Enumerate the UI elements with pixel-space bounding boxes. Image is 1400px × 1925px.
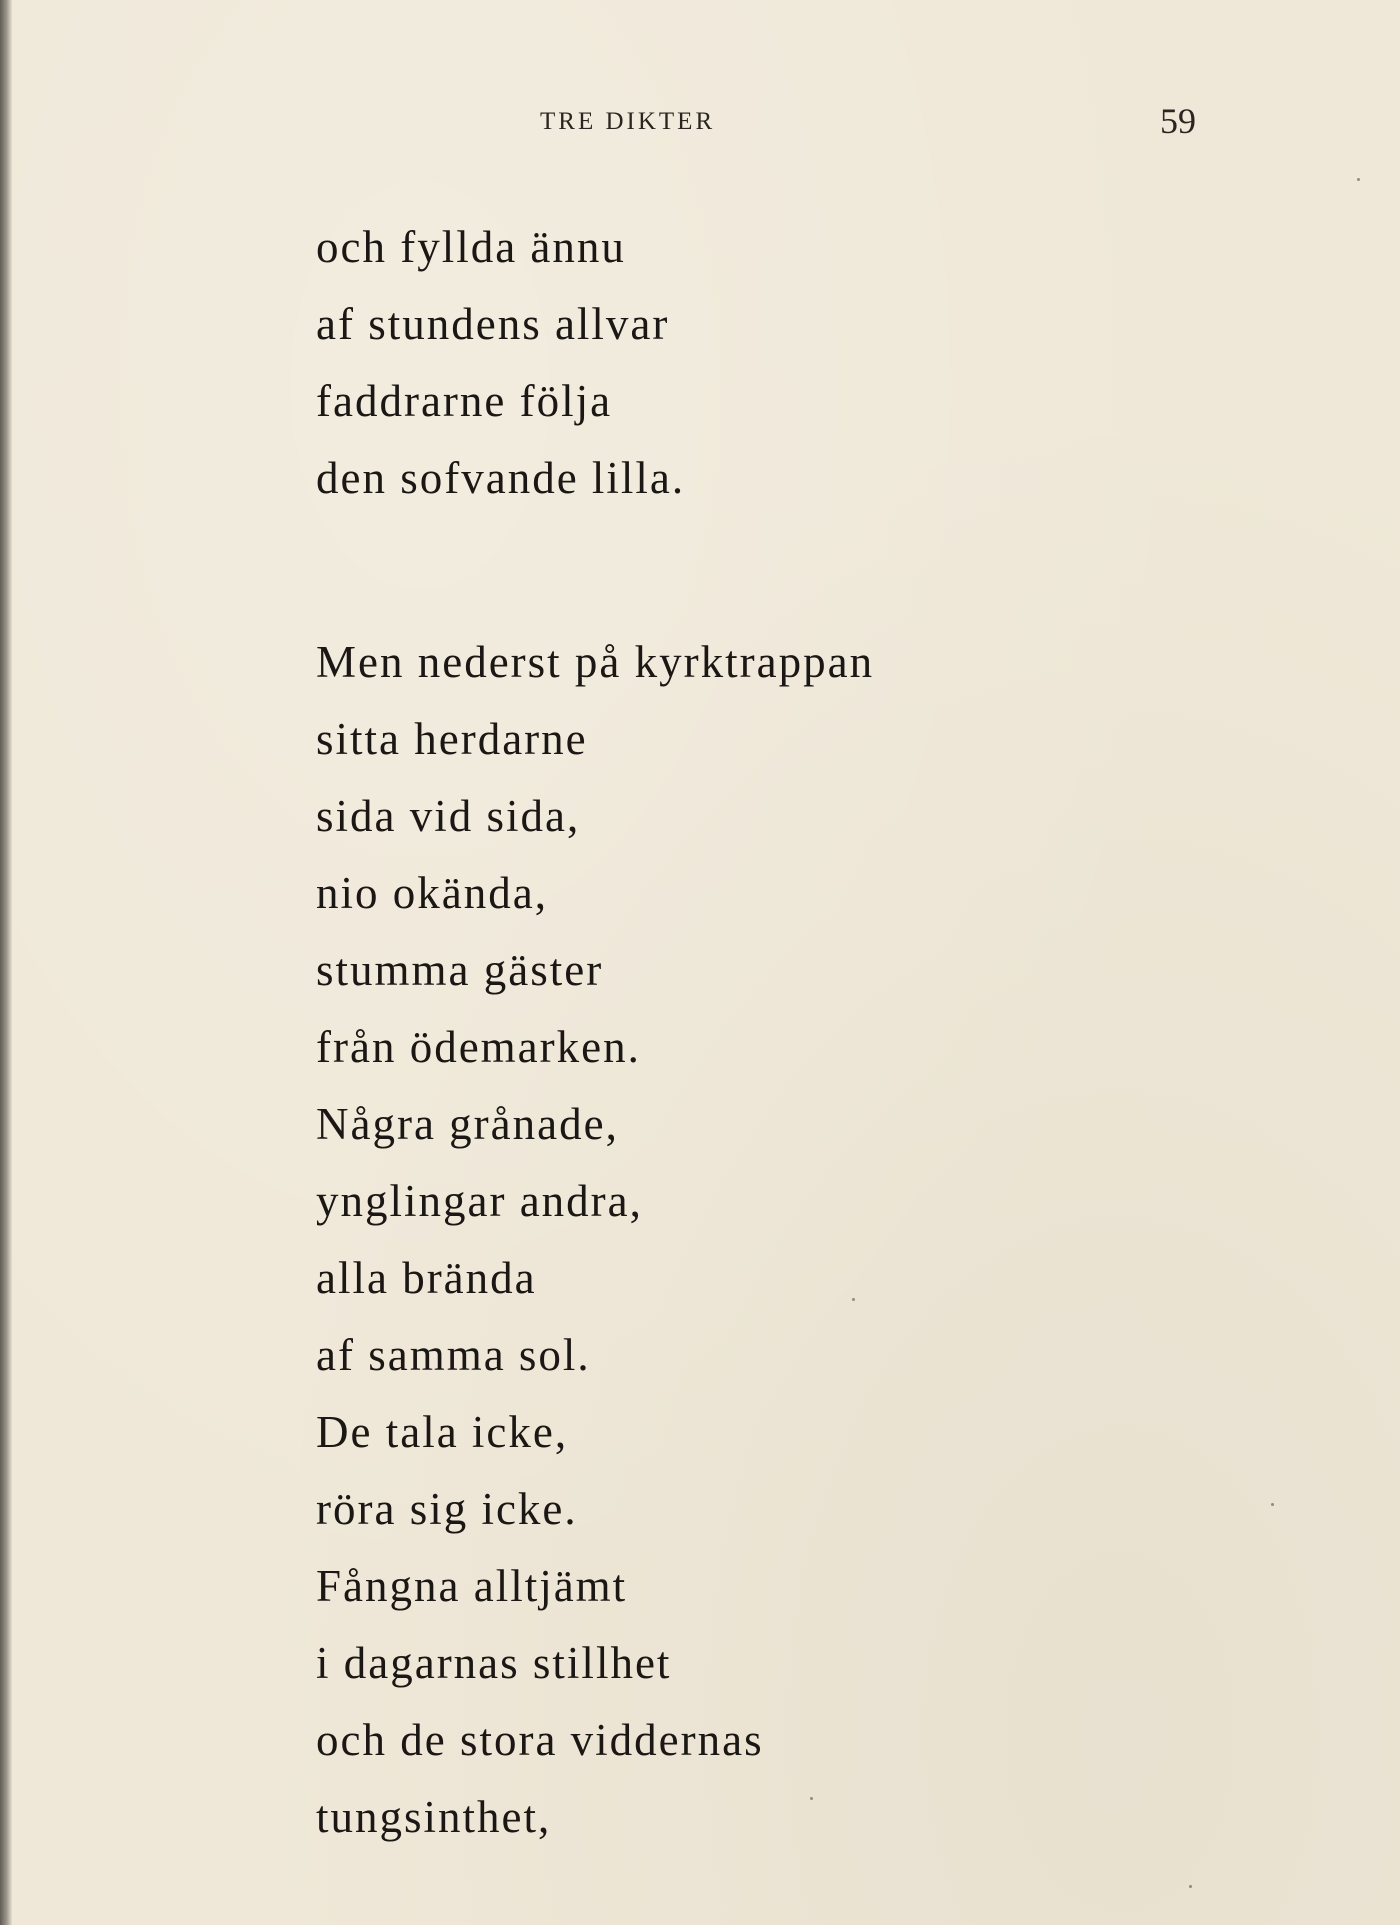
poem-line: af stundens allvar bbox=[316, 299, 670, 349]
poem-line: af samma sol. bbox=[316, 1330, 591, 1380]
poem-line: stumma gäster bbox=[316, 945, 604, 995]
paper-speck bbox=[1271, 1503, 1274, 1506]
paper-speck bbox=[810, 1797, 813, 1800]
poem-line: sida vid sida, bbox=[316, 791, 581, 841]
running-title: TRE DIKTER bbox=[540, 108, 716, 135]
poem-line: sitta herdarne bbox=[316, 714, 588, 764]
poem-line: och de stora viddernas bbox=[316, 1715, 764, 1765]
poem-line: ynglingar andra, bbox=[316, 1176, 643, 1226]
poem-line: och fyllda ännu bbox=[316, 222, 626, 272]
poem-line: från ödemarken. bbox=[316, 1022, 641, 1072]
poem-line: den sofvande lilla. bbox=[316, 453, 686, 503]
poem-line: Några grånade, bbox=[316, 1099, 619, 1149]
poem-line: i dagarnas stillhet bbox=[316, 1638, 672, 1688]
stanza-2 bbox=[316, 624, 874, 1856]
poem-line: tungsinthet, bbox=[316, 1792, 552, 1842]
page-number: 59 bbox=[1160, 101, 1196, 141]
poem-line: De tala icke, bbox=[316, 1407, 569, 1457]
paper-speck bbox=[852, 1298, 855, 1301]
stanza-1 bbox=[316, 209, 685, 517]
poem-line: röra sig icke. bbox=[316, 1484, 578, 1534]
paper-speck bbox=[1357, 178, 1360, 181]
page-edge-shadow bbox=[0, 0, 12, 1925]
poem-line: faddrarne följa bbox=[316, 376, 613, 426]
poem-line: Men nederst på kyrktrappan bbox=[316, 637, 875, 687]
poem-line: nio okända, bbox=[316, 868, 548, 918]
poem-line: alla brända bbox=[316, 1253, 537, 1303]
poem-line: Fångna alltjämt bbox=[316, 1561, 628, 1611]
paper-speck bbox=[1189, 1885, 1192, 1888]
